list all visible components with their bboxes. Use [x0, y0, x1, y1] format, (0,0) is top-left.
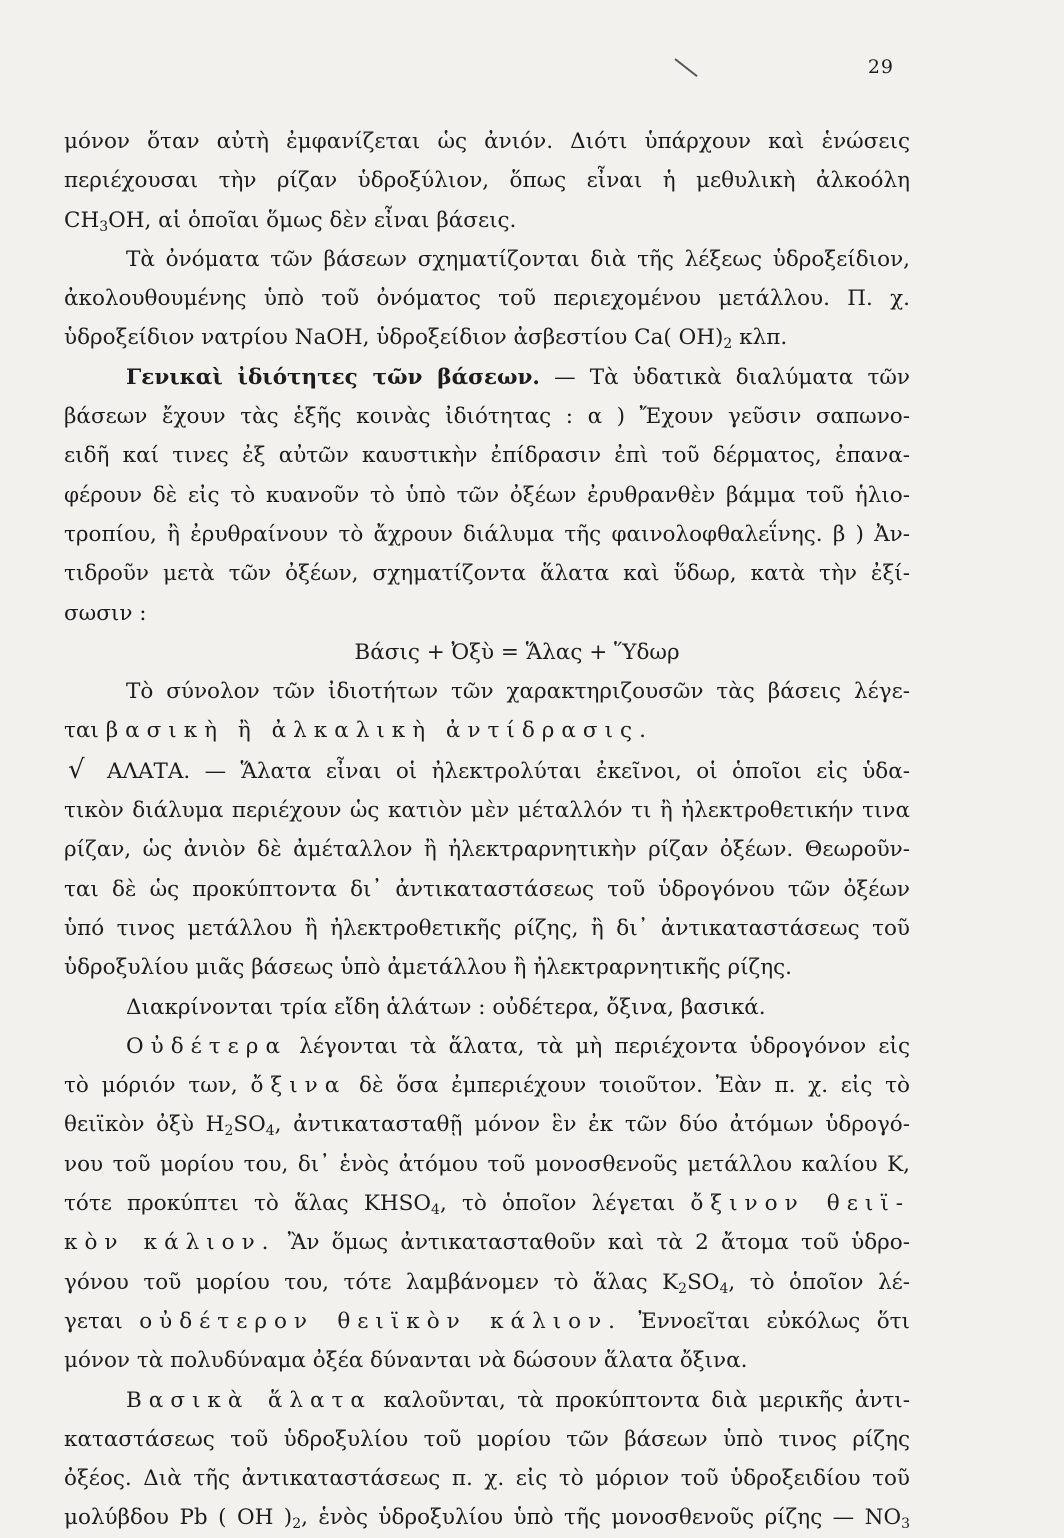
text-line: ἀκολουθουμένης ὑπὸ τοῦ ὀνόματος τοῦ περιεχομένου μετάλλου. Π. χ.	[64, 286, 910, 312]
text-line: βάσεων ἔχουν τὰς ἑξῆς κοινὰς ἰδιότητας : α ) Ἔχουν γεῦσιν σαπωνο-	[64, 404, 910, 430]
text-line: Τὸ σύνολον τῶν ἰδιοτήτων τῶν χαρακτηριζουσῶν τὰς βάσεις λέγε-	[126, 679, 910, 705]
text-line: μόνον τὰ πολυδύναμα ὀξέα δύνανται νὰ δώσουν ἅλατα ὄξινα.	[64, 1348, 748, 1374]
text-line: √ ΑΛΑΤΑ. — Ἅλατα εἶναι οἱ ἠλεκτρολύται ἐκεῖνοι, οἱ ὁποῖοι εἰς ὑδα-	[68, 754, 911, 785]
text-line: ὀξέος. Διὰ τῆς ἀντικαταστάσεως π. χ. εἰς τὸ μόριον τοῦ ὑδροξειδίου τοῦ	[64, 1466, 910, 1492]
text-line: τὸ μόριόν των, ὄξινα δὲ ὅσα ἐμπεριέχουν τοιοῦτον. Ἐὰν π. χ. εἰς τὸ	[64, 1073, 910, 1099]
section-heading: ΑΛΑΤΑ.	[106, 758, 191, 784]
text-line: $CH_3OH$, αἱ ὁποῖαι ὅμως δὲν εἶναι βάσεις.	[64, 207, 517, 235]
pen-mark	[674, 58, 697, 77]
check-mark: √	[68, 754, 85, 785]
page-number: 29	[867, 56, 894, 78]
text-line: ται δὲ ὡς προκύπτοντα δι᾽ ἀντικαταστάσεως τοῦ ὑδρογόνου τῶν ὀξέων	[64, 876, 910, 902]
text-line: μόνον ὅταν αὐτὴ ἐμφανίζεται ὡς ἀνιόν. Διότι ὑπάρχουν καὶ ἑνώσεις	[64, 129, 910, 154]
text-line: τικὸν διάλυμα περιέχουν ὡς κατιὸν μὲν μέταλλόν τι ἢ ἠλεκτροθετικήν τινα	[64, 798, 910, 824]
text-line: Γενικαὶ ἰδιότητες τῶν βάσεων. — Τὰ ὑδατικὰ διαλύματα τῶν	[126, 364, 910, 390]
equation: Βάσις + Ὀξὺ = Ἅλας + Ὕδωρ	[354, 639, 680, 665]
text-line: ὑπό τινος μετάλλου ἢ ἠλεκτροθετικῆς ρίζης, ἢ δι᾽ ἀντικαταστάσεως τοῦ	[64, 915, 910, 941]
text-line: Βασικὰ ἅλατα καλοῦνται, τὰ προκύπτοντα διὰ μερικῆς ἀντι-	[126, 1387, 910, 1413]
text-line: ειδῆ καί τινες ἐξ αὐτῶν καυστικὴν ἐπίδρασιν ἐπὶ τοῦ δέρματος, ἐπανα-	[64, 443, 910, 469]
text-line: κὸν κάλιον. Ἂν ὅμως ἀντικατασταθοῦν καὶ τὰ 2 ἄτομα τοῦ ὑδρο-	[64, 1230, 910, 1256]
text-line: θειϊκὸν ὀξὺ $H_2SO_4$, ἀντικατασταθῇ μόνον ἓν ἐκ τῶν δύο ἀτόμων ὑδρογό-	[64, 1112, 910, 1140]
text-line: ται βασικὴ ἢ ἀλκαλικὴ ἀντίδρασις.	[64, 718, 653, 744]
text-line: τότε προκύπτει τὸ ἅλας $KHSO_4$, τὸ ὁποῖον λέγεται ὄξινον θειϊ-	[64, 1191, 911, 1219]
text-line: καταστάσεως τοῦ ὑδροξυλίου τοῦ μορίου τῶν βάσεων ὑπὸ τινος ρίζης	[64, 1426, 910, 1452]
text-line: ὑδροξείδιον νατρίου NaOH, ὑδροξείδιον ἀσβεστίου Ca( $OH)_2$ κλπ.	[64, 325, 788, 353]
text-line: Διακρίνονται τρία εἴδη ἁλάτων : οὐδέτερα, ὄξινα, βασικά.	[126, 994, 766, 1020]
text-line: μολύβδου Pb ( OH )$_2$, ἑνὸς ὑδροξυλίου ὑπὸ τῆς μονοσθενοῦς ρίζης — $NO_3$	[64, 1505, 910, 1533]
page-body	[64, 122, 910, 1538]
text-line: τιδροῦν μετὰ τῶν ὀξέων, σχηματίζοντα ἅλατα καὶ ὕδωρ, κατὰ τὴν ἐξί-	[64, 561, 910, 587]
text-line: τροπίου, ἢ ἐρυθραίνουν τὸ ἄχρουν διάλυμα τῆς φαινολοφθαλεΐνης. β ) Ἀν-	[64, 521, 910, 547]
text-line: περιέχουσαι τὴν ρίζαν ὑδροξύλιον, ὅπως εἶναι ἡ μεθυλικὴ ἀλκοόλη	[64, 168, 910, 194]
text-line: σωσιν :	[64, 600, 147, 626]
text-line: ρίζαν, ὡς ἀνιὸν δὲ ἀμέταλλον ἢ ἠλεκτραρνητικὴν ρίζαν ὀξέων. Θεωροῦν-	[64, 837, 910, 863]
text-line: ὑδροξυλίου μιᾶς βάσεως ὑπὸ ἀμετάλλου ἢ ἠλεκτραρνητικῆς ρίζης.	[64, 955, 792, 981]
text-line: Οὐδέτερα λέγονται τὰ ἅλατα, τὰ μὴ περιέχοντα ὑδρογόνον εἰς	[126, 1033, 910, 1059]
text-line: γόνου τοῦ μορίου του, τότε λαμβάνομεν τὸ ἅλας $K_2SO_4$, τὸ ὁποῖον λέ-	[64, 1269, 910, 1297]
text-line: γεται οὐδέτερον θειϊκὸν κάλιον. Ἐννοεῖται εὐκόλως ὅτι	[64, 1308, 910, 1334]
section-heading: Γενικαὶ ἰδιότητες τῶν βάσεων.	[126, 364, 540, 390]
text-line: νου τοῦ μορίου του, δι᾽ ἑνὸς ἀτόμου τοῦ μονοσθενοῦς μετάλλου καλίου K,	[64, 1151, 910, 1177]
text-line: φέρουν δὲ εἰς τὸ κυανοῦν τὸ ὑπὸ τῶν ὀξέων ἐρυθρανθὲν βάμμα τοῦ ἡλιο-	[64, 482, 910, 508]
text-line: Τὰ ὀνόματα τῶν βάσεων σχηματίζονται διὰ τῆς λέξεως ὑδροξείδιον,	[126, 246, 910, 272]
